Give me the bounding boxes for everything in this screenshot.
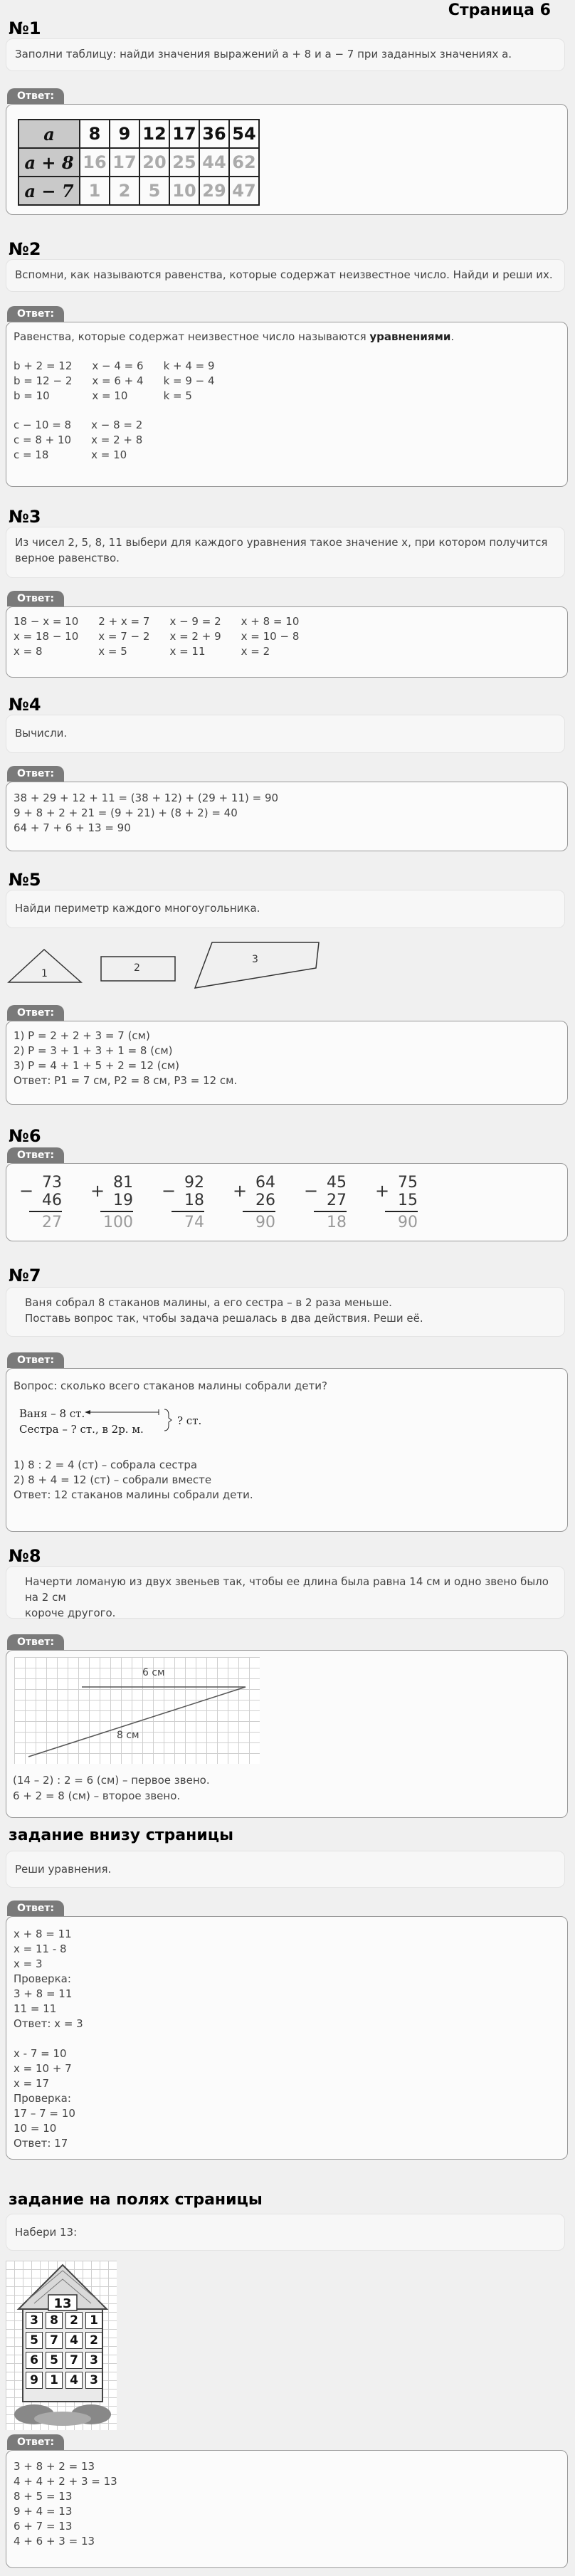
table-cell: 44 [199, 148, 229, 177]
task-3-text: Из чисел 2, 5, 8, 11 выбери для каждого уравнения такое значение x, при котором получится верное равенство. [6, 527, 565, 578]
table-head-cell: a [19, 120, 80, 148]
table-cell: 25 [169, 148, 199, 177]
table-cell: 54 [229, 120, 259, 148]
task-7-answer-tab: Ответ: [7, 1352, 64, 1368]
margin-answer: 3 + 8 + 2 = 13 4 + 4 + 2 + 3 = 13 8 + 5 = 13 9 + 4 = 13 6 + 7 = 13 4 + 6 + 3 = 13 [6, 2450, 568, 2568]
table-cell: 17 [169, 120, 199, 148]
table-cell: 9 [110, 120, 139, 148]
house-number-grid: 3 8 2 1 5 7 4 2 6 5 7 3 9 1 4 3 [26, 2312, 102, 2389]
house-top-number: 13 [53, 2296, 72, 2311]
polygons-figure [6, 941, 333, 989]
bottom-task-text: Реши уравнения. [6, 1851, 565, 1888]
task-8-answer-tab: Ответ: [7, 1634, 64, 1650]
margin-task-title: задание на полях страницы [9, 2191, 263, 2209]
task-6-title: №6 [9, 1126, 41, 1146]
task-6-answer-tab: Ответ: [7, 1147, 64, 1163]
task-2-title: №2 [9, 239, 41, 259]
table-row [19, 177, 259, 205]
table-cell: 2 [110, 177, 139, 205]
bottom-answer: x + 8 = 11 x = 11 - 8 x = 3 Проверка: 3 + 8 = 11 11 = 11 Ответ: x = 3 x - 7 = 10 x = 10 + 7 x = 17 Проверка: 17 – 7 = 10 10 = 10 Ответ: 17 [6, 1916, 568, 2160]
table-cell: 62 [229, 148, 259, 177]
bottom-task-title: задание внизу страницы [9, 1826, 233, 1844]
table-row [19, 120, 259, 148]
intro-line: Равенства, которые содержат неизвестное число называются уравнениями. [14, 330, 455, 343]
task-4-answer: 38 + 29 + 12 + 11 = (38 + 12) + (29 + 11) = 90 9 + 8 + 2 + 21 = (9 + 21) + (8 + 2) = 40 64 + 7 + 6 + 13 = 90 [6, 782, 568, 851]
table-cell: 36 [199, 120, 229, 148]
column-sum: + 81 19 100 [90, 1174, 133, 1231]
task-1-answer-tab: Ответ: [7, 88, 64, 104]
table-cell: 16 [80, 148, 110, 177]
task-7-text: Ваня собрал 8 стаканов малины, а его сестра – в 2 раза меньше. Поставь вопрос так, чтобы задача решалась в два действия. Реши её. [6, 1287, 565, 1337]
task-5-answer: 1) P = 2 + 2 + 3 = 7 (см) 2) P = 3 + 1 + 3 + 1 = 8 (см) 3) P = 4 + 1 + 5 + 2 = 12 (см) Ответ: P1 = 7 см, P2 = 8 см, P3 = 12 см. [6, 1021, 568, 1105]
quadrilateral-shape [195, 942, 319, 988]
task-4-title: №4 [9, 695, 41, 715]
shape-label-2: 2 [134, 962, 140, 974]
table-head-cell: a − 7 [19, 177, 80, 205]
table-cell: 20 [139, 148, 169, 177]
margin-answer-tab: Ответ: [7, 2434, 64, 2450]
table-head-cell: a + 8 [19, 148, 80, 177]
task-8-text: Начерти ломаную из двух звеньев так, чтобы ее длина была равна 14 см и одно звено было на 2 см короче другого. [6, 1566, 565, 1619]
page-title: Страница 6 [448, 1, 551, 19]
task-5-answer-tab: Ответ: [7, 1005, 64, 1021]
broken-line-figure [14, 1657, 260, 1764]
shape-label-1: 1 [41, 968, 48, 979]
equations-block-1: b + 2 = 12 b = 12 − 2 b = 10 x − 4 = 6 x = 6 + 4 x = 10 k + 4 = 9 k = 9 − 4 k = 5 [14, 359, 215, 402]
table-cell: 29 [199, 177, 229, 205]
column-sum: − 45 27 18 [304, 1174, 347, 1231]
task-5-title: №5 [9, 870, 41, 890]
task-1-text: Заполни таблицу: найди значения выражений a + 8 и a − 7 при заданных значениях a. [6, 38, 565, 71]
task-3-answer-tab: Ответ: [7, 591, 64, 606]
table-cell: 5 [139, 177, 169, 205]
task-8-title: №8 [9, 1546, 41, 1566]
task-7-title: №7 [9, 1266, 41, 1286]
task-1-title: №1 [9, 19, 41, 38]
table-cell: 12 [139, 120, 169, 148]
scheme: Ваня – 8 ст. Сестра – ? ст., в 2р. м. ? ст. [19, 1407, 202, 1436]
table-row [19, 148, 259, 177]
bottom-answer-tab: Ответ: [7, 1901, 64, 1916]
task-3-answer: 18 − x = 10 x = 18 − 10 x = 8 2 + x = 7 x = 7 − 2 x = 5 x − 9 = 2 x = 2 + 9 x = 11 x + 8 = 10 x = 10 − 8 x = 2 [6, 606, 568, 678]
table-cell: 8 [80, 120, 110, 148]
column-sum: + 75 15 90 [375, 1174, 418, 1231]
task-7-answer: Вопрос: сколько всего стаканов малины собрали дети? Ваня – 8 ст. Сестра – ? ст., в 2р. м. ? ст. 1) 8 : 2 = 4 (ст) – собрала сестра 2) 8 + 4 = 12 (ст) – собрали вместе Ответ: 12 стаканов малины собрали дети. [6, 1368, 568, 1532]
task-8-answer-text: (14 – 2) : 2 = 6 (см) – первое звено. 6 + 2 = 8 (см) – второе звено. [13, 1774, 210, 1802]
question-line: Вопрос: сколько всего стаканов малины собрали дети? [14, 1379, 327, 1392]
task-2-text: Вспомни, как называются равенства, которые содержат неизвестное число. Найди и реши их. [6, 259, 565, 292]
task-6-answer [6, 1163, 568, 1241]
table-cell: 10 [169, 177, 199, 205]
shape-label-3: 3 [252, 954, 258, 965]
task-4-text: Вычисли. [6, 715, 565, 753]
segment-label-6: 6 см [142, 1667, 165, 1678]
task-1-answer [6, 104, 568, 215]
task-2-answer-tab: Ответ: [7, 306, 64, 322]
task-3-title: №3 [9, 507, 41, 527]
table-cell: 1 [80, 177, 110, 205]
equations-block-2: c − 10 = 8 c = 8 + 10 c = 18 x − 8 = 2 x = 2 + 8 x = 10 [14, 419, 143, 461]
table-cell: 17 [110, 148, 139, 177]
task-2-answer [6, 322, 568, 487]
column-calculations [14, 1171, 560, 1231]
segment-label-8: 8 см [117, 1730, 139, 1741]
column-sum: − 92 18 74 [162, 1174, 204, 1231]
task-5-text: Найди периметр каждого многоугольника. [6, 890, 565, 928]
column-sum: − 73 46 27 [19, 1174, 62, 1231]
task-4-answer-tab: Ответ: [7, 766, 64, 782]
values-table [18, 119, 260, 206]
table-cell: 47 [229, 177, 259, 205]
column-sum: + 64 26 90 [233, 1174, 275, 1231]
margin-task-text: Набери 13: [6, 2214, 565, 2251]
